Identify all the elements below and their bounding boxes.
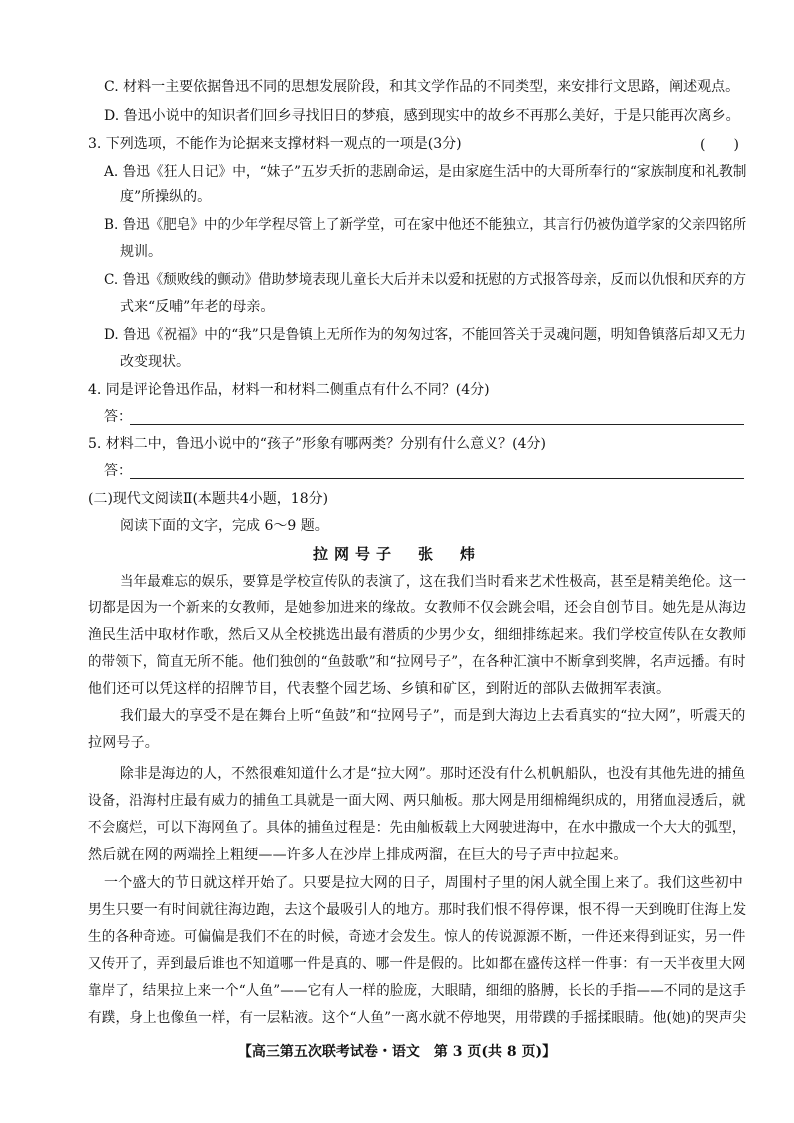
page-footer: 【高三第五次联考试卷・语文 第 3 页(共 8 页)】 <box>237 1044 557 1060</box>
article-paragraph-2-line-2: 拉网号子。 <box>88 735 159 751</box>
q3-stem: 3. 下列选项，不能作为论据来支撑材料一观点的一项是(3分) <box>88 136 462 152</box>
q5-answer-label: 答： <box>104 463 132 479</box>
article-paragraph-3-line-4: 然后就在网的两端拴上粗绠——许多人在沙岸上排成两溜，在巨大的号子声中拉起来。 <box>88 847 628 863</box>
q3-option-c-cont: 式来“反哺”年老的母亲。 <box>120 299 275 315</box>
article-paragraph-1-line-3: 渔民生活中取材作歌，然后又从全校挑选出最有潜质的少男少女，细细排练起来。我们学校宣传队在女教师 <box>88 627 747 643</box>
q2-option-d: D. 鲁迅小说中的知识者们回乡寻找旧日的梦痕，感到现实中的故乡不再那么美好，于是只能再次离乡。 <box>104 108 740 124</box>
article-paragraph-3-line-1: 除非是海边的人，不然很难知道什么才是“拉大网”。那时还没有什么机帆船队，也没有其他先进的捕鱼 <box>120 766 746 782</box>
q4-stem: 4. 同是评论鲁迅作品，材料一和材料二侧重点有什么不同？(4分) <box>88 382 490 398</box>
article-paragraph-4-line-2: 男生只要一有时间就往海边跑，去这个最吸引人的地方。那时我们恨不得停课，恨不得一天到晚盯住海上发 <box>88 902 747 918</box>
q3-answer-bracket: ( ) <box>700 137 739 153</box>
article-paragraph-4-line-6: 有蹼，身上也像鱼一样，有一层粘液。这个“人鱼”一离水就不停地哭，用带蹼的手摇揉眼睛。他(她)的哭声尖 <box>88 1010 747 1026</box>
q3-option-c: C. 鲁迅《颓败线的颤动》借助梦境表现儿童长大后并未以爱和抚慰的方式报答母亲，反而以仇恨和厌弃的方 <box>104 272 747 288</box>
q3-option-b: B. 鲁迅《肥皂》中的少年学程尽管上了新学堂，可在家中他还不能独立，其言行仍被伪道学家的父亲四铭所 <box>104 217 747 233</box>
q5-answer-line[interactable] <box>130 478 744 479</box>
article-title: 拉网号子 张 炜 <box>312 545 481 563</box>
q5-stem: 5. 材料二中，鲁迅小说中的“孩子”形象有哪两类？分别有什么意义？(4分) <box>88 436 546 452</box>
q3-option-b-cont: 规训。 <box>120 244 162 260</box>
article-paragraph-4-line-4: 又传开了，弄到最后谁也不知道哪一件是真的、哪一件是假的。比如都在盛传这样一件事：有一天半夜里大网 <box>88 956 746 972</box>
q3-option-d-cont: 改变现状。 <box>120 354 190 370</box>
q4-answer-label: 答： <box>104 409 132 425</box>
q3-option-a: A. 鲁迅《狂人日记》中，“妹子”五岁夭折的悲剧命运，是由家庭生活中的大哥所奉行的“家族制度和礼教制 <box>104 164 747 180</box>
q3-option-d: D. 鲁迅《祝福》中的“我”只是鲁镇上无所作为的匆匆过客，不能回答关于灵魂问题，明知鲁镇落后却又无力 <box>104 327 746 343</box>
article-paragraph-4-line-1: 一个盛大的节日就这样开始了。只要是拉大网的日子，周围村子里的闲人就全围上来了。我们这些初中 <box>104 875 743 891</box>
article-paragraph-3-line-3: 不会腐烂，可以下海网鱼了。具体的捕鱼过程是：先由舢板载上大网驶进海中，在水中撒成一个大大的弧型， <box>88 820 746 836</box>
q2-option-c: C. 材料一主要依据鲁迅不同的思想发展阶段，和其文学作品的不同类型，来安排行文思路，阐述观点。 <box>104 79 740 95</box>
section-instruction: 阅读下面的文字，完成 6～9 题。 <box>120 518 329 534</box>
article-paragraph-1-line-1: 当年最难忘的娱乐，要算是学校宣传队的表演了，这在我们当时看来艺术性极高，甚至是精美绝伦。这一 <box>120 574 747 590</box>
article-paragraph-3-line-2: 设备，沿海村庄最有威力的捕鱼工具就是一面大网、两只舢板。那大网是用细棉绳织成的，用猪血浸透后，就 <box>88 793 746 809</box>
article-paragraph-1-line-5: 他们还可以凭这样的招牌节目，代表整个园艺场、乡镇和矿区，到附近的部队去做拥军表演。 <box>88 681 671 697</box>
article-paragraph-1-line-2: 切都是因为一个新来的女教师，是她参加进来的缘故。女教师不仅会跳会唱，还会自创节目。她先是从海边 <box>88 600 747 616</box>
article-paragraph-1-line-4: 的带领下，简直无所不能。他们独创的“鱼鼓歌”和“拉网号子”，在各种汇演中不断拿到奖牌，名声远播。有时 <box>88 654 746 670</box>
q4-answer-line[interactable] <box>130 424 744 425</box>
article-paragraph-4-line-3: 生的各种奇迹。可偏偏是我们不在的时候，奇迹才会发生。惊人的传说源源不断，一件还来得到证实，另一件 <box>88 929 746 945</box>
section-heading: (二)现代文阅读Ⅱ(本题共4小题，18分) <box>88 491 329 507</box>
article-paragraph-4-line-5: 靠岸了，结果拉上来一个“人鱼”——它有人一样的脸庞，大眼睛，细细的胳膊，长长的手指——不同的是这手 <box>88 983 747 999</box>
article-paragraph-2-line-1: 我们最大的享受不是在舞台上听“鱼鼓”和“拉网号子”，而是到大海边上去看真实的“拉大网”，听震天的 <box>120 708 746 724</box>
q3-option-a-cont: 度”所操纵的。 <box>120 189 212 205</box>
